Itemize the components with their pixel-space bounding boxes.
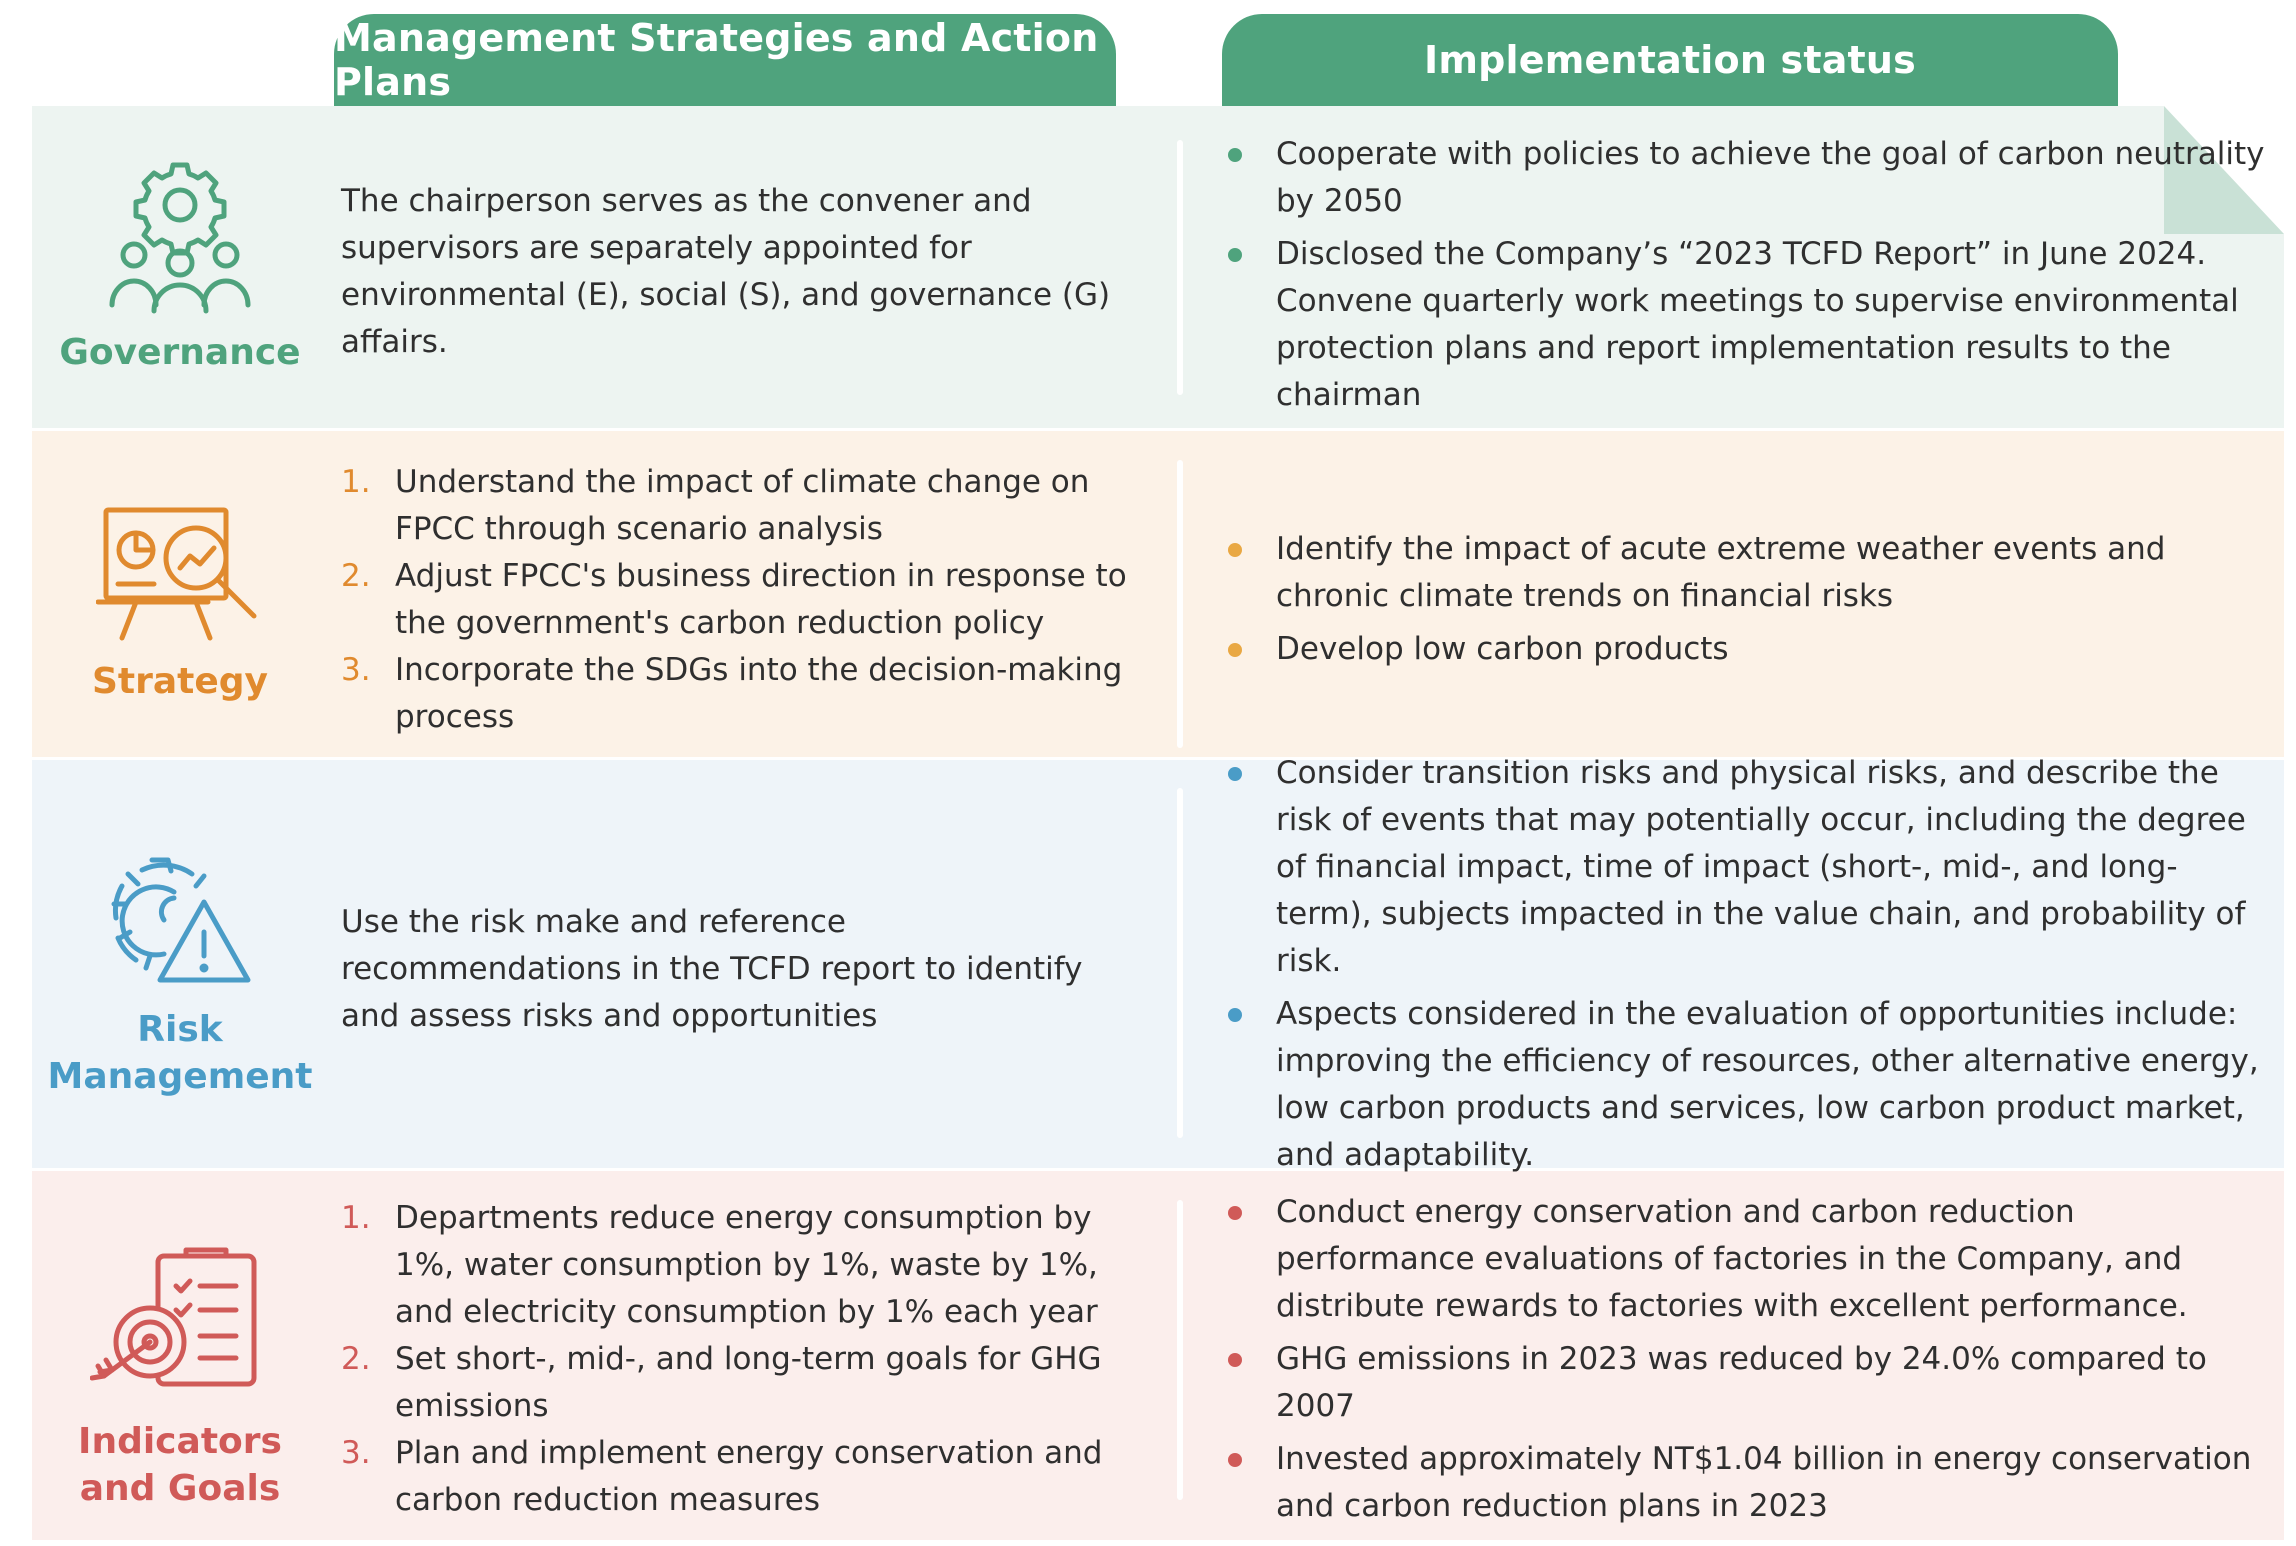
governance-label: Governance [59,332,301,373]
plan-text: Departments reduce energy consumption by 1%, water consumption by 1%, waste by 1%, and electricity consumption by 1% each year [395,1200,1098,1330]
list-item [341,1195,1131,1336]
column-divider [1177,140,1183,395]
header-management-strategies: Management Strategies and Action Plans [334,14,1116,106]
plan-text: Incorporate the SDGs into the decision-making process [395,652,1123,735]
governance-status [1222,131,2272,425]
bullet-dot [1228,248,1242,262]
status-text: Consider transition risks and physical risks, and describe the risk of events that may potentially occur, including the degree of financial impact, time of impact (short-, mid-, and long-term), subjects impacted in the value chain, and probability of risk. [1276,755,2246,979]
list-item [1222,1189,2272,1330]
column-divider [1177,1200,1183,1500]
list-item [341,1430,1131,1524]
list-item [341,1336,1131,1430]
item-number: 2. [341,558,371,594]
indicators-plans [341,1195,1131,1524]
list-item [1222,991,2272,1179]
indicators-status [1222,1189,2272,1536]
list-item [341,459,1131,553]
list-item [1222,1336,2272,1430]
team-gear-icon [104,155,256,315]
status-text: Disclosed the Company’s “2023 TCFD Report” in June 2024. Convene quarterly work meetings to supervise environmental protection plans and report implementation results to the chairman [1276,236,2239,413]
governance-plan-text: The chairperson serves as the convener and supervisors are separately appointed for environmental (E), social (S), and governance (G) affairs. [341,183,1111,360]
clipboard-target-icon [90,1244,270,1394]
item-number: 2. [341,1341,371,1377]
plan-text: Set short-, mid-, and long-term goals for GHG emissions [395,1341,1102,1424]
strategy-plans [341,459,1131,741]
strategy-label: Strategy [91,661,269,702]
bullet-dot [1228,767,1242,781]
bullet-dot [1228,1453,1242,1467]
bullet-dot [1228,1206,1242,1220]
header-implementation-status: Implementation status [1222,14,2118,106]
risk-management-label [40,1006,320,1100]
list-item [1222,626,2272,673]
bullet-dot [1228,1353,1242,1367]
bullet-dot [1228,543,1242,557]
risk-status [1222,750,2272,1185]
status-text: Conduct energy conservation and carbon reduction performance evaluations of factories in the Company, and distribute rewards to factories with excellent performance. [1276,1194,2188,1324]
item-number: 3. [341,652,371,688]
gear-warning-icon [108,856,254,986]
column-divider [1177,788,1183,1138]
bullet-dot [1228,643,1242,657]
bullet-dot [1228,148,1242,162]
item-number: 3. [341,1435,371,1471]
list-item [1222,231,2272,419]
strategy-status [1222,526,2272,679]
label-line: and Goals [79,1468,281,1509]
status-text: Aspects considered in the evaluation of opportunities include: improving the efficiency of resources, other alternative energy, low carbon products and services, low carbon product market, and adaptability. [1276,996,2259,1173]
label-line: Indicators [78,1421,282,1462]
bullet-dot [1228,1008,1242,1022]
list-item [1222,1436,2272,1530]
status-text: Identify the impact of acute extreme weather events and chronic climate trends on financial risks [1276,531,2166,614]
column-divider [1177,460,1183,748]
plan-text: Adjust FPCC's business direction in response to the government's carbon reduction policy [395,558,1127,641]
item-number: 1. [341,464,371,500]
list-item [341,647,1131,741]
item-number: 1. [341,1200,371,1236]
risk-plan-text: Use the risk make and reference recommendations in the TCFD report to identify and assess risks and opportunities [341,904,1083,1034]
plan-text: Understand the impact of climate change on FPCC through scenario analysis [395,464,1090,547]
presentation-magnifier-icon [96,502,266,642]
indicators-goals-label [40,1418,320,1512]
status-text: Cooperate with policies to achieve the goal of carbon neutrality by 2050 [1276,136,2265,219]
status-text: Invested approximately NT$1.04 billion in energy conservation and carbon reduction plans in 2023 [1276,1441,2252,1524]
label-line: Management [47,1056,313,1097]
plan-text: Plan and implement energy conservation and carbon reduction measures [395,1435,1103,1518]
list-item [1222,526,2272,620]
label-line: Risk [137,1009,223,1050]
status-text: GHG emissions in 2023 was reduced by 24.0% compared to 2007 [1276,1341,2207,1424]
list-item [1222,750,2272,985]
list-item [341,553,1131,647]
list-item [1222,131,2272,225]
status-text: Develop low carbon products [1276,631,1729,667]
